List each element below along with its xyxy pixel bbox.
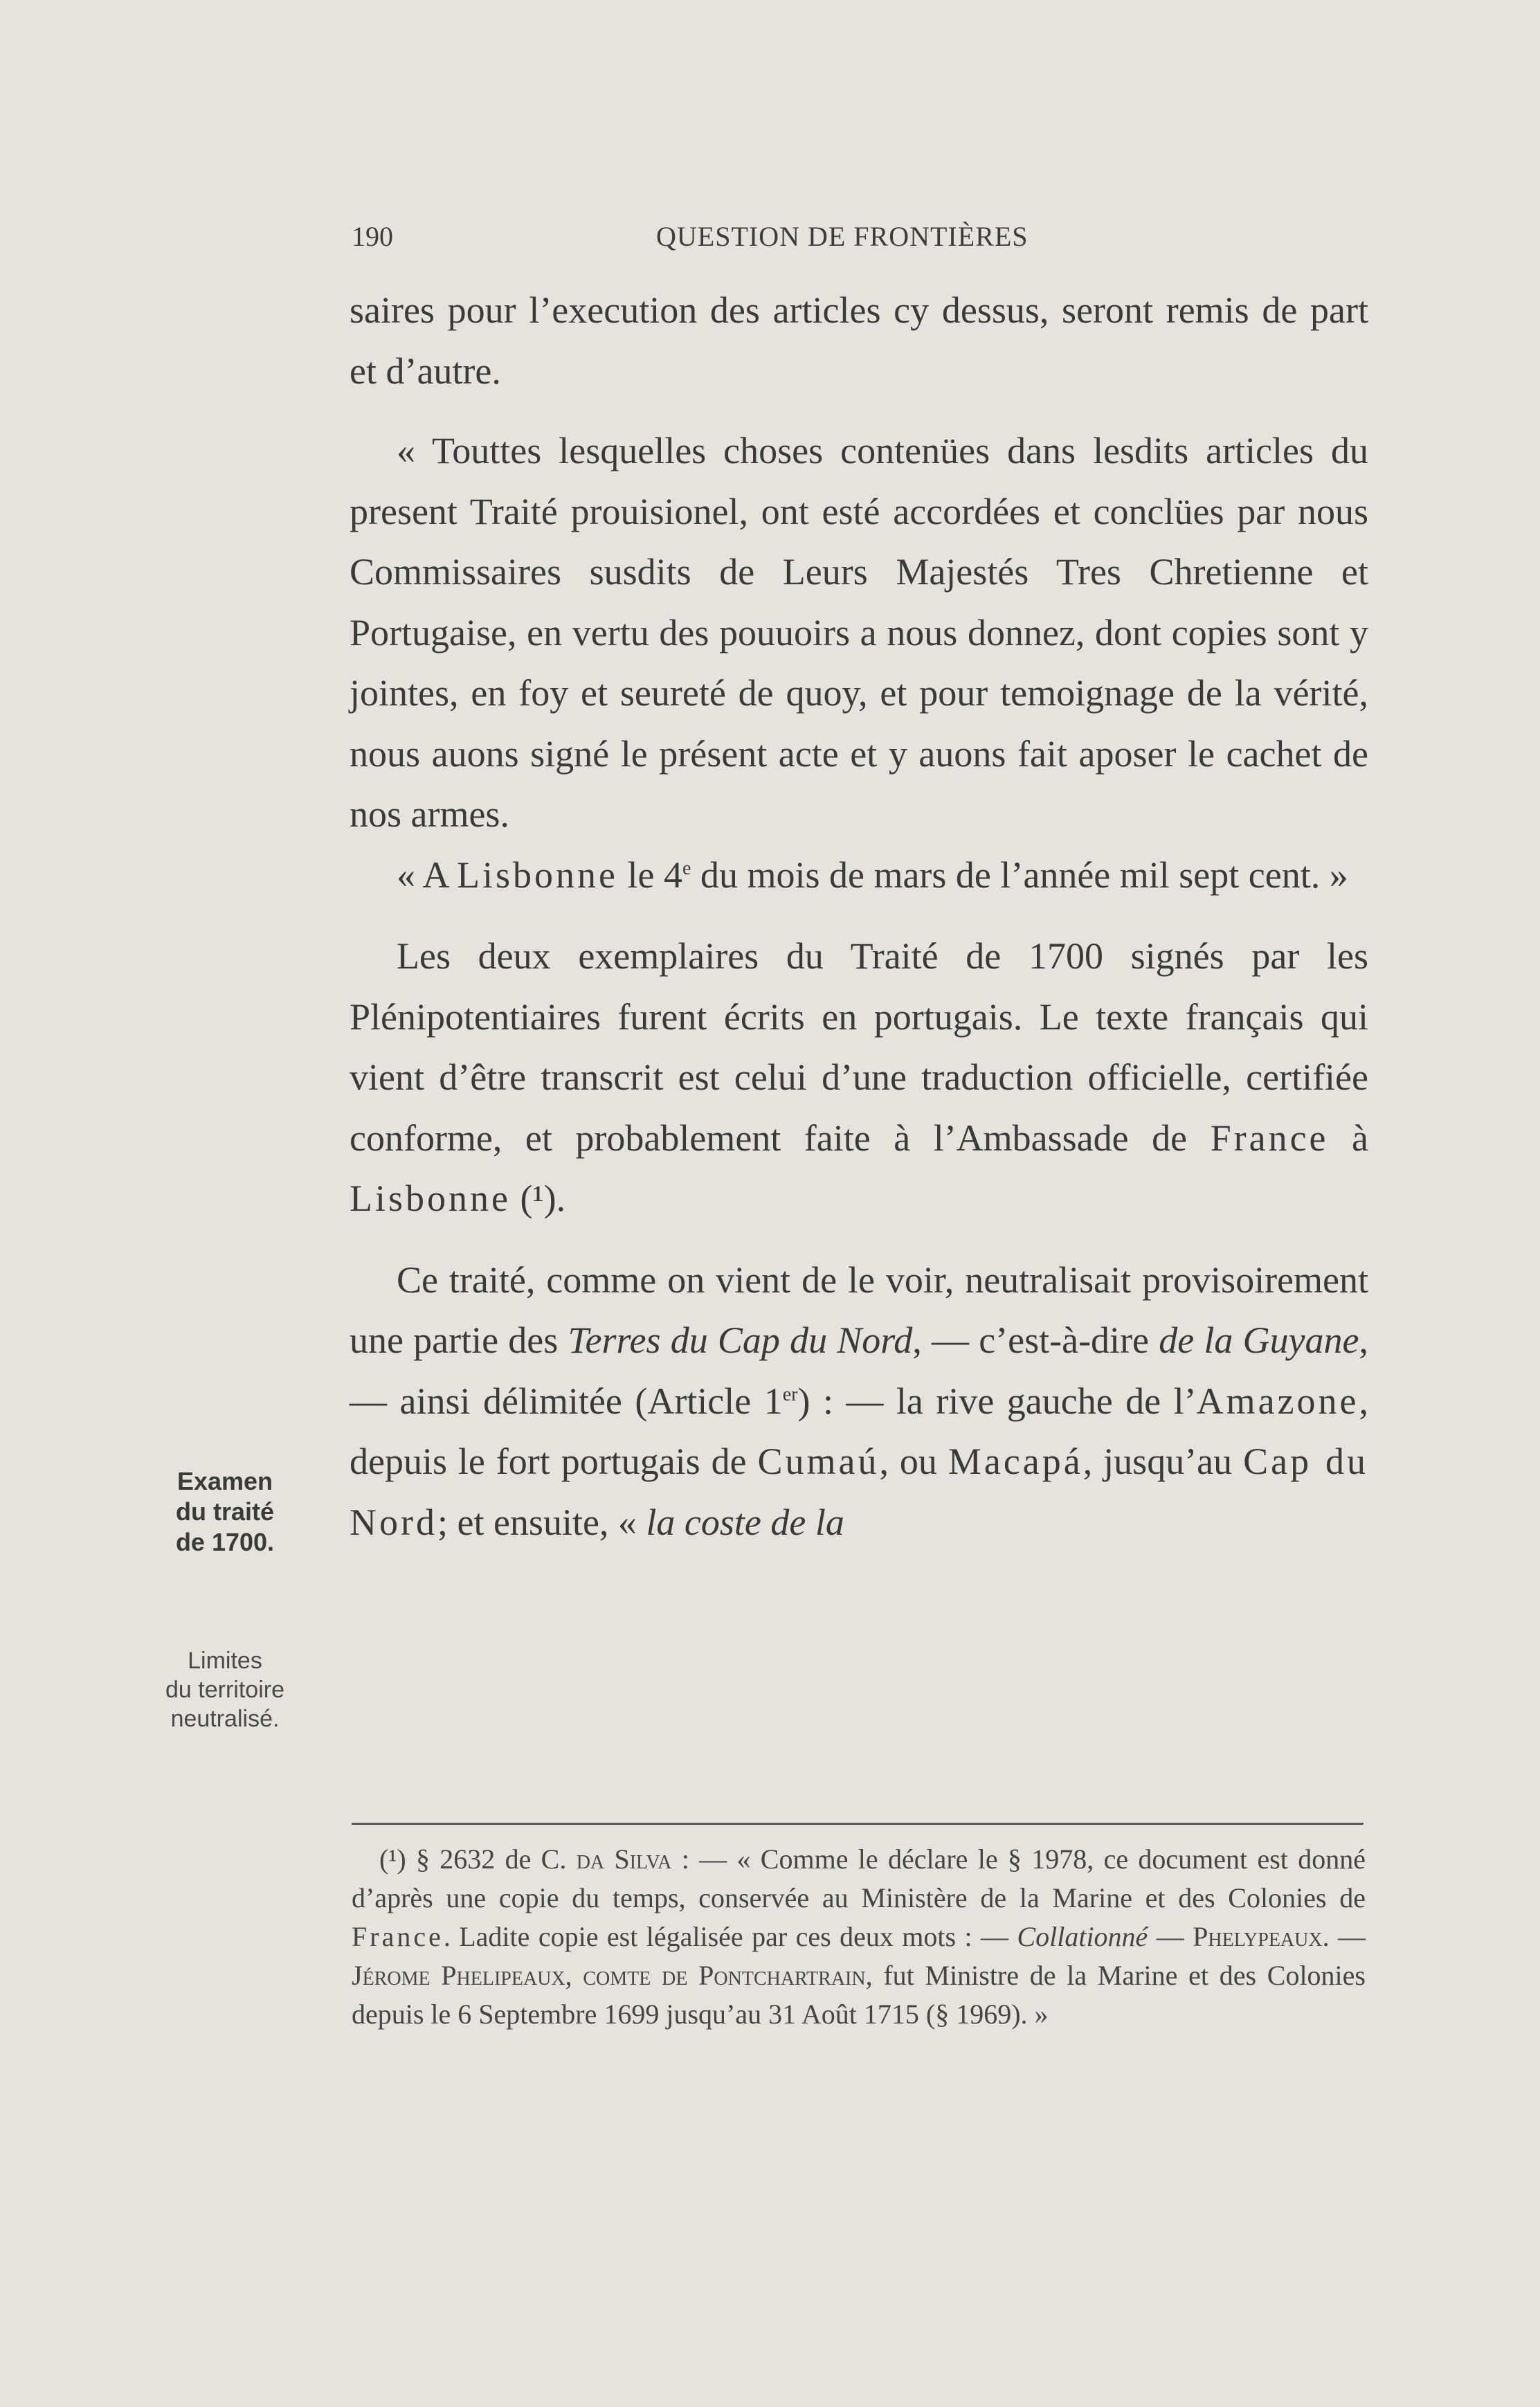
page-header — [352, 220, 1366, 255]
italic-terres: Terres du Cap du Nord — [568, 1319, 913, 1361]
paragraph-2: « Touttes lesquelles choses contenües dans lesdits articles du present Traité prouisionel, ont esté accordées et conclües par nous Commissaires susdits de Leurs Majestés Tres Chretienne et Portugaise, en vertu des pouuoirs a nous donnez, dont copies sont y jointes, en foy et seureté de quoy, et pour temoignage de la vérité, nous auons signé le présent acte et y auons fait aposer le cachet de nos armes. — [350, 430, 1368, 835]
running-title: QUESTION DE FRONTIÈRES — [656, 221, 1029, 252]
paragraph-1: saires pour l’execution des articles cy dessus, seront remis de part et d’autre. — [350, 289, 1368, 392]
paragraph-5: Ce traité, comme on vient de le voir, neutralisait provisoirement une partie des Terres du Cap du Nord, — c’est-à-dire de la Guyane, — ainsi délimitée (Article 1er) : — la rive gauche de l’Amazone, depuis le fort portugais de Cumaú, ou Macapá, jusqu’au Cap du Nord; et ensuite, « la coste de la — [350, 1259, 1369, 1543]
name-jerome-phelipeaux: Jérome Phelipeaux, comte de Pontchartrain — [352, 1960, 866, 1991]
place-amazone: Amazone — [1196, 1380, 1359, 1422]
place-macapa: Macapá — [948, 1441, 1083, 1482]
paragraph-4: Les deux exemplaires du Traité de 1700 signés par les Plénipotentiaires furent écrits en portugais. Le texte français qui vient d’être transcrit est celui d’une traduction officielle, certifiée conforme, et probablement faite à l’Ambassade de France à Lisbonne (¹). — [350, 935, 1369, 1219]
margin-note-examen: Examen du traité de 1700. — [175, 1467, 275, 1556]
author-da-silva: da Silva — [576, 1843, 672, 1875]
place-lisbonne: Lisbonne — [457, 854, 619, 896]
main-text — [350, 280, 1368, 1553]
footnote-ref: (¹). — [510, 1178, 566, 1219]
place-france-footnote: France — [352, 1921, 444, 1952]
place-france: France — [1210, 1117, 1329, 1159]
footnote-divider — [352, 1823, 1364, 1825]
margin-note-limites: Limites du territoire neutralisé. — [165, 1648, 284, 1732]
footnote: (¹) § 2632 de C. da Silva : — « Comme le déclare le § 1978, ce document est donné d’après une copie du temps, conservée au Ministère de la Marine et des Colonies de France. Ladite copie est légalisée par ces deux mots : — Collationné — Phelypeaux. — Jérome Phelipeaux, comte de Pontchartrain, fut Ministre de la Marine et des Colonies depuis le 6 Septembre 1699 jusqu’au 31 Août 1715 (§ 1969). » — [352, 1843, 1366, 2030]
page-number: 190 — [352, 221, 393, 252]
italic-collationne: Collationné — [1017, 1921, 1148, 1952]
place-cap-du-nord: Cap du Nord — [350, 1441, 1368, 1543]
place-lisbonne-2: Lisbonne — [350, 1178, 511, 1219]
italic-guyane: de la Guyane — [1159, 1319, 1359, 1361]
name-phelypeaux: Phelypeaux — [1193, 1921, 1323, 1952]
italic-coste: la coste de la — [646, 1501, 844, 1543]
paragraph-3: « A Lisbonne le 4e du mois de mars de l’année mil sept cent. » — [397, 854, 1348, 896]
place-cumau: Cumaú — [757, 1441, 880, 1482]
